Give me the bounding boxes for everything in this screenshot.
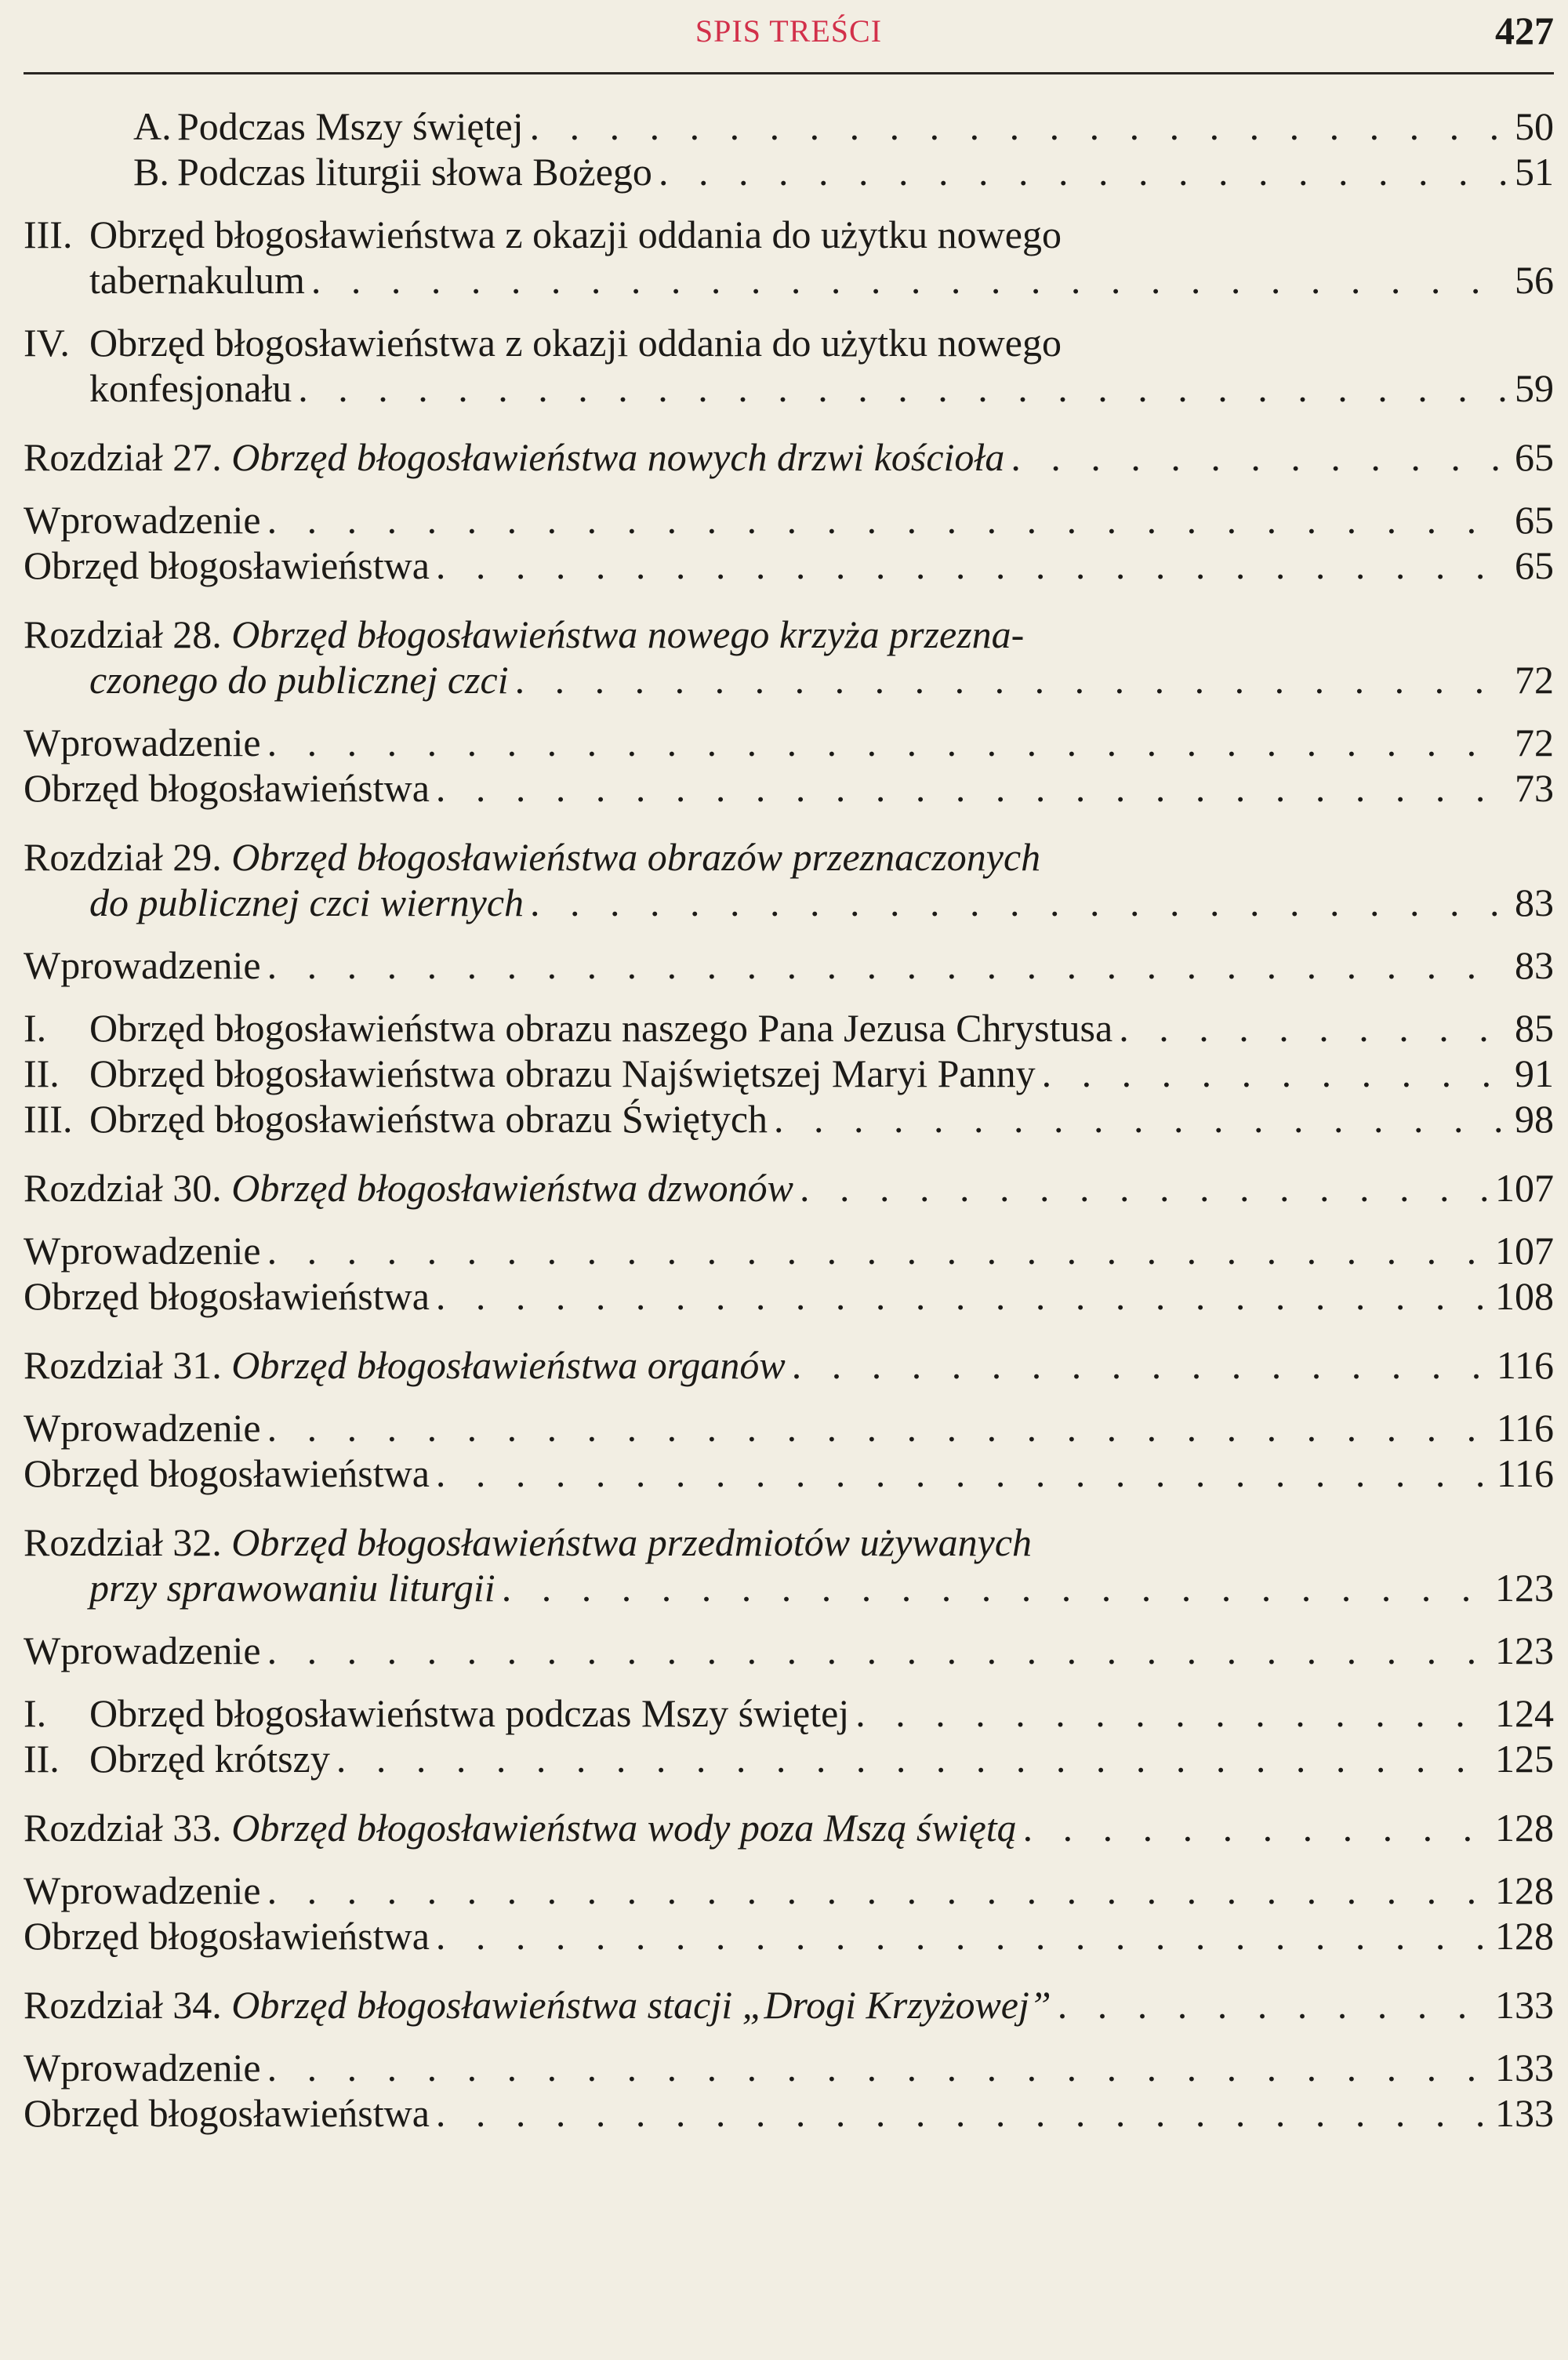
dot-leader xyxy=(267,1228,1489,1273)
toc-chapter-label: Rozdział 32. xyxy=(24,1520,232,1564)
toc-entry-text: Obrzęd błogosławieństwa xyxy=(24,1451,430,1495)
dot-leader xyxy=(267,1868,1489,1913)
toc-chapter-title: Obrzęd błogosławieństwa organów xyxy=(231,1343,786,1387)
toc-page-number: 123 xyxy=(1495,1628,1554,1672)
toc-entry xyxy=(24,1913,1554,1959)
toc-entry xyxy=(24,834,1554,925)
toc-spacer xyxy=(24,480,1554,497)
toc-entry xyxy=(24,434,1554,480)
toc-page-number: 107 xyxy=(1495,1166,1554,1210)
toc-page-number: 125 xyxy=(1495,1737,1554,1781)
toc-entry xyxy=(24,497,1554,543)
toc-chapter-heading xyxy=(24,1982,1051,2028)
toc-spacer xyxy=(24,1781,1554,1805)
toc-chapter-label: Rozdział 28. xyxy=(24,612,232,656)
toc-page-number: 116 xyxy=(1496,1343,1554,1387)
toc-entry-text: Obrzęd błogosławieństwa xyxy=(24,766,430,810)
toc-entry-number: B. xyxy=(133,150,169,194)
toc-entry-continuation: tabernakulum xyxy=(89,258,305,302)
toc-chapter-label: Rozdział 27. xyxy=(24,435,232,479)
toc-entry xyxy=(24,1273,1554,1319)
toc-entry-text: Wprowadzenie xyxy=(24,1628,261,1672)
toc-entry-text: Wprowadzenie xyxy=(24,721,261,764)
toc-page-number: 56 xyxy=(1515,258,1554,302)
toc-entry-number: III. xyxy=(24,212,73,256)
toc-entry xyxy=(24,543,1554,588)
toc-entry xyxy=(24,1868,1554,1913)
dot-leader xyxy=(436,1913,1489,1959)
dot-leader xyxy=(267,2045,1489,2090)
dot-leader xyxy=(436,765,1508,811)
toc-spacer xyxy=(24,811,1554,834)
toc-entry-number: III. xyxy=(24,1097,73,1141)
toc-entry xyxy=(24,1628,1554,1673)
toc-entry-number: I. xyxy=(24,1691,47,1735)
toc-entry xyxy=(24,1805,1554,1850)
toc-chapter-title: Obrzęd błogosławieństwa wody poza Mszą świętą xyxy=(231,1806,1017,1850)
toc-page-number: 133 xyxy=(1495,1983,1554,2027)
toc-entry xyxy=(24,2045,1554,2090)
toc-chapter-label: Rozdział 33. xyxy=(24,1806,232,1850)
toc-entry-text: Wprowadzenie xyxy=(24,1868,261,1912)
toc-page-number: 128 xyxy=(1495,1868,1554,1912)
toc-chapter-title: Obrzęd błogosławieństwa stacji „Drogi Krzyżowej” xyxy=(231,1983,1051,2027)
toc-page-number: 128 xyxy=(1495,1914,1554,1958)
toc-entry xyxy=(24,212,1554,303)
toc-chapter-label: Rozdział 31. xyxy=(24,1343,232,1387)
dot-leader xyxy=(530,880,1508,925)
toc-entry-text: Wprowadzenie xyxy=(24,943,261,987)
toc-entry-text: Obrzęd błogosławieństwa xyxy=(24,1274,430,1318)
toc-page-number: 83 xyxy=(1515,880,1554,924)
toc-chapter-heading xyxy=(24,1519,1032,1565)
toc-entry-text: Wprowadzenie xyxy=(24,1229,261,1273)
toc-spacer xyxy=(24,2028,1554,2045)
table-of-contents xyxy=(24,103,1554,2136)
toc-entry xyxy=(24,1690,1554,1736)
dot-leader xyxy=(336,1736,1489,1781)
dot-leader xyxy=(436,2090,1489,2136)
toc-entry-number: II. xyxy=(24,1737,60,1781)
toc-entry-text: Obrzęd błogosławieństwa obrazu Świętych xyxy=(89,1097,768,1141)
toc-entry xyxy=(24,149,1554,194)
toc-page-number: 65 xyxy=(1515,435,1554,479)
dot-leader xyxy=(311,257,1508,303)
toc-spacer xyxy=(24,703,1554,720)
toc-spacer xyxy=(24,1496,1554,1519)
toc-entry-text: Obrzęd błogosławieństwa xyxy=(24,543,430,587)
toc-entry xyxy=(24,612,1554,703)
toc-chapter-heading xyxy=(24,1165,793,1211)
toc-spacer xyxy=(24,1142,1554,1165)
toc-page-number: 85 xyxy=(1515,1006,1554,1050)
toc-chapter-label: Rozdział 34. xyxy=(24,1983,232,2027)
dot-leader xyxy=(298,365,1508,411)
toc-entry-text: Obrzęd błogosławieństwa z okazji oddania do użytku nowego xyxy=(89,321,1062,365)
toc-page-number: 91 xyxy=(1515,1051,1554,1095)
toc-entry-text: Wprowadzenie xyxy=(24,1406,261,1450)
toc-entry xyxy=(24,2090,1554,2136)
toc-entry-text: Obrzęd błogosławieństwa podczas Mszy świętej xyxy=(89,1691,850,1735)
toc-chapter-heading xyxy=(24,1805,1017,1850)
dot-leader xyxy=(1058,1982,1489,2028)
toc-entry xyxy=(24,103,1554,149)
toc-spacer xyxy=(24,588,1554,612)
dot-leader xyxy=(1023,1805,1489,1850)
toc-spacer xyxy=(24,1959,1554,1982)
dot-leader xyxy=(530,103,1508,149)
toc-entry-text: Obrzęd błogosławieństwa obrazu Najświętszej Maryi Panny xyxy=(89,1051,1036,1095)
toc-entry-text: Obrzęd błogosławieństwa xyxy=(24,2091,430,2135)
toc-chapter-heading xyxy=(24,612,1024,657)
toc-page-number: 133 xyxy=(1495,2091,1554,2135)
dot-leader xyxy=(1042,1051,1508,1096)
toc-entry xyxy=(24,1005,1554,1051)
toc-chapter-title: Obrzęd błogosławieństwa nowego krzyża przezna- xyxy=(231,612,1025,656)
toc-page-number: 124 xyxy=(1495,1691,1554,1735)
dot-leader xyxy=(267,1405,1490,1450)
toc-page-number: 59 xyxy=(1515,366,1554,410)
dot-leader xyxy=(267,1628,1489,1673)
page-number: 427 xyxy=(1495,9,1554,53)
dot-leader xyxy=(436,1450,1490,1496)
toc-page-number: 65 xyxy=(1515,498,1554,542)
toc-entry-text: Wprowadzenie xyxy=(24,2046,261,2090)
dot-leader xyxy=(659,149,1508,194)
dot-leader xyxy=(436,1273,1489,1319)
toc-entry xyxy=(24,1450,1554,1496)
toc-entry xyxy=(24,942,1554,988)
toc-entry xyxy=(24,1405,1554,1450)
toc-chapter-title: Obrzęd błogosławieństwa obrazów przeznaczonych xyxy=(231,835,1041,879)
toc-entry-continuation: do publicznej czci wiernych xyxy=(89,880,524,924)
toc-page-number: 72 xyxy=(1515,721,1554,764)
toc-spacer xyxy=(24,1319,1554,1342)
toc-entry-continuation: czonego do publicznej czci xyxy=(89,658,509,702)
toc-entry-text: Obrzęd błogosławieństwa z okazji oddania do użytku nowego xyxy=(89,212,1062,256)
toc-chapter-title: Obrzęd błogosławieństwa przedmiotów używanych xyxy=(231,1520,1033,1564)
toc-spacer xyxy=(24,1673,1554,1690)
dot-leader xyxy=(1011,434,1508,480)
toc-page-number: 72 xyxy=(1515,658,1554,702)
toc-chapter-title: Obrzęd błogosławieństwa dzwonów xyxy=(231,1166,793,1210)
toc-entry-continuation: konfesjonału xyxy=(89,366,292,410)
toc-page-number: 116 xyxy=(1496,1451,1554,1495)
toc-page-number: 50 xyxy=(1515,104,1554,148)
toc-page-number: 65 xyxy=(1515,543,1554,587)
toc-page-number: 98 xyxy=(1515,1097,1554,1141)
toc-entry xyxy=(24,1051,1554,1096)
dot-leader xyxy=(502,1565,1489,1610)
toc-entry-continuation: przy sprawowaniu liturgii xyxy=(89,1566,495,1610)
dot-leader xyxy=(800,1165,1489,1211)
toc-entry xyxy=(24,1736,1554,1781)
toc-entry xyxy=(24,1342,1554,1388)
toc-spacer xyxy=(24,1211,1554,1228)
toc-entry-number: A. xyxy=(133,104,172,148)
dot-leader xyxy=(267,720,1508,765)
toc-page-number: 133 xyxy=(1495,2046,1554,2090)
running-head: SPIS TREŚCI xyxy=(695,13,883,49)
toc-entry-number: IV. xyxy=(24,321,70,365)
toc-spacer xyxy=(24,194,1554,212)
toc-entry xyxy=(24,1228,1554,1273)
toc-entry-text: Obrzęd błogosławieństwa xyxy=(24,1914,430,1958)
dot-leader xyxy=(515,657,1508,703)
toc-spacer xyxy=(24,303,1554,320)
toc-entry xyxy=(24,765,1554,811)
dot-leader xyxy=(436,543,1508,588)
toc-chapter-label: Rozdział 30. xyxy=(24,1166,232,1210)
toc-spacer xyxy=(24,1610,1554,1628)
toc-entry xyxy=(24,320,1554,411)
dot-leader xyxy=(792,1342,1490,1388)
toc-page-number: 107 xyxy=(1495,1229,1554,1273)
toc-spacer xyxy=(24,1850,1554,1868)
page-header xyxy=(24,0,1554,74)
toc-entry-text: Obrzęd krótszy xyxy=(89,1737,330,1781)
toc-spacer xyxy=(24,988,1554,1005)
toc-chapter-label: Rozdział 29. xyxy=(24,835,232,879)
dot-leader xyxy=(855,1690,1489,1736)
toc-entry xyxy=(24,1165,1554,1211)
dot-leader xyxy=(774,1096,1508,1142)
dot-leader xyxy=(1119,1005,1508,1051)
toc-page-number: 108 xyxy=(1495,1274,1554,1318)
toc-entry xyxy=(24,1519,1554,1610)
toc-entry-text: Podczas Mszy świętej xyxy=(177,104,524,148)
toc-page-number: 128 xyxy=(1495,1806,1554,1850)
toc-spacer xyxy=(24,1388,1554,1405)
toc-chapter-heading xyxy=(24,1342,786,1388)
toc-page-number: 116 xyxy=(1496,1406,1554,1450)
toc-page-number: 83 xyxy=(1515,943,1554,987)
toc-page-number: 123 xyxy=(1495,1566,1554,1610)
toc-entry xyxy=(24,1982,1554,2028)
toc-entry-text: Wprowadzenie xyxy=(24,498,261,542)
toc-chapter-title: Obrzęd błogosławieństwa nowych drzwi kościoła xyxy=(231,435,1005,479)
toc-page-number: 51 xyxy=(1515,150,1554,194)
toc-entry-number: II. xyxy=(24,1051,60,1095)
toc-chapter-heading xyxy=(24,434,1004,480)
toc-entry-text: Podczas liturgii słowa Bożego xyxy=(177,150,652,194)
toc-chapter-heading xyxy=(24,834,1040,880)
dot-leader xyxy=(267,497,1508,543)
toc-entry-text: Obrzęd błogosławieństwa obrazu naszego Pana Jezusa Chrystusa xyxy=(89,1006,1113,1050)
toc-spacer xyxy=(24,411,1554,434)
toc-page-number: 73 xyxy=(1515,766,1554,810)
toc-entry xyxy=(24,1096,1554,1142)
toc-spacer xyxy=(24,925,1554,942)
toc-entry-number: I. xyxy=(24,1006,47,1050)
dot-leader xyxy=(267,942,1508,988)
toc-entry xyxy=(24,720,1554,765)
